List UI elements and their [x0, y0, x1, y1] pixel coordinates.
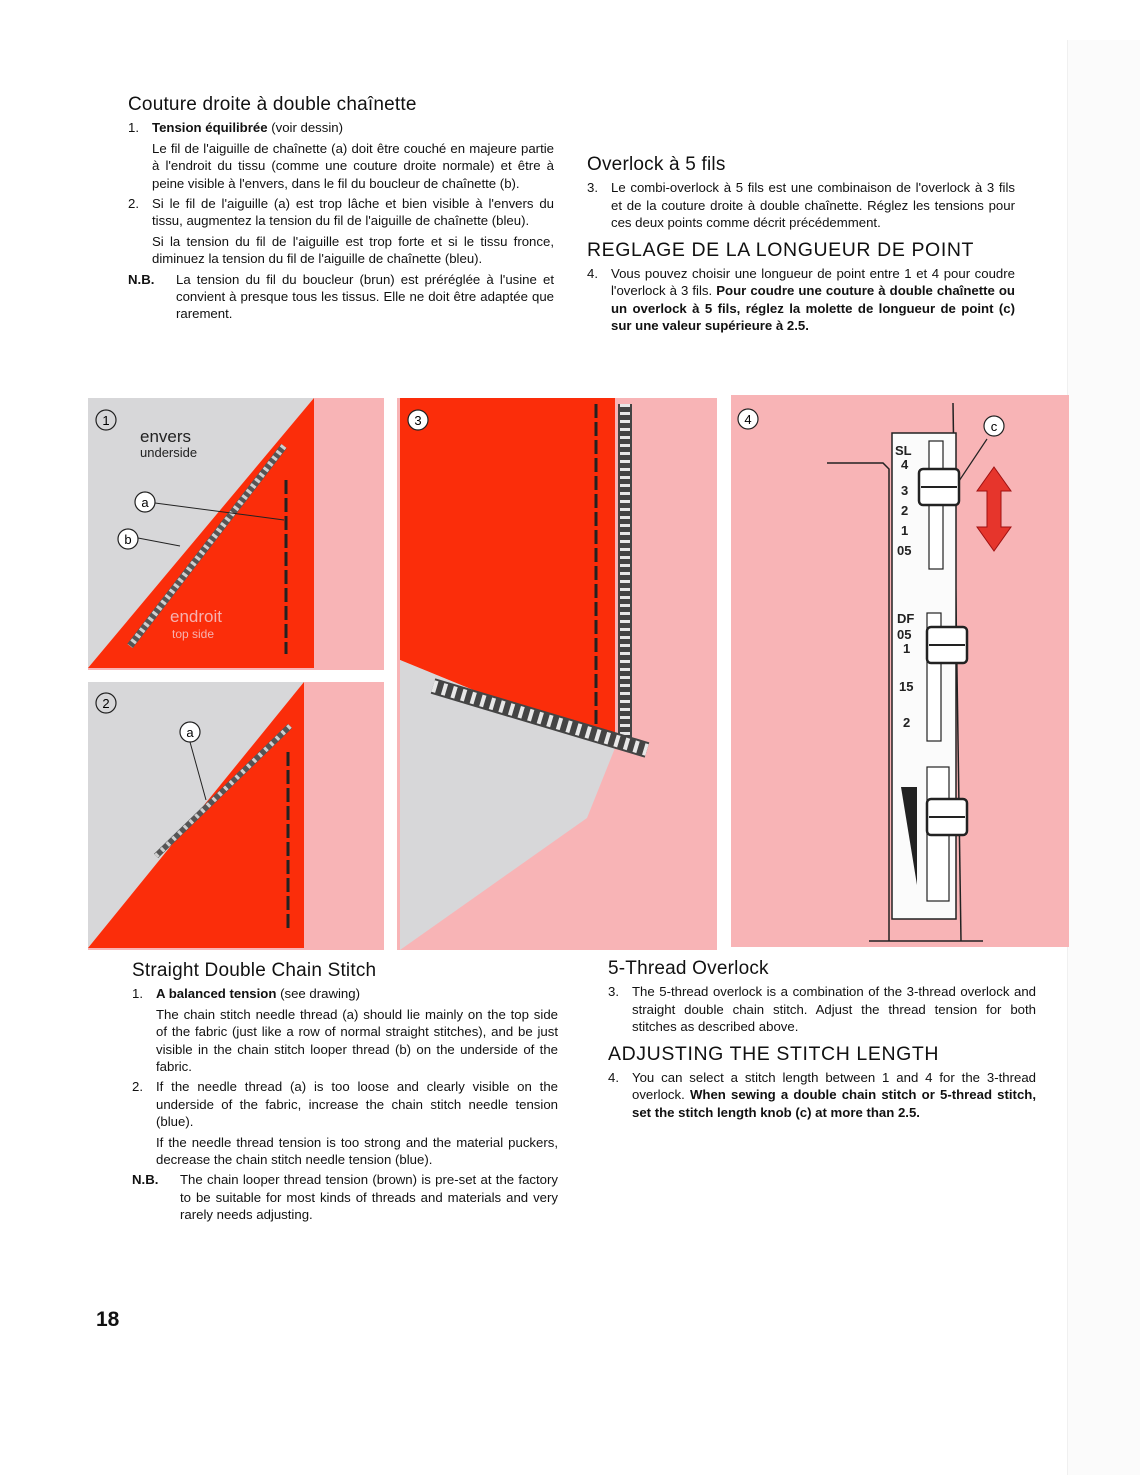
top-side-label: top side [172, 627, 215, 641]
fig-2-number: 2 [102, 696, 110, 711]
dial-label-05: 05 [897, 543, 912, 558]
dial-label-sl: SL [895, 443, 912, 458]
fig-4-number: 4 [744, 412, 752, 427]
fr-item-2 [128, 195, 554, 230]
en-item-4-text: You can select a stitch length between 1 and 4 for the 3-thread overlock. [632, 1070, 1036, 1103]
page-number: 18 [96, 1308, 120, 1331]
fr-item-4-text: Vous pouvez choisir une longueur de point entre 1 et 4 pour coudre l'overlock à 3 fils. [611, 266, 1015, 299]
en-right-column [608, 960, 1036, 1124]
label-a-text: a [141, 495, 149, 510]
en-heading-stitch-length: ADJUSTING THE STITCH LENGTH [608, 1042, 940, 1065]
en-item-1 [132, 985, 558, 1002]
fr-nb-label: N.B. [128, 271, 155, 287]
en-nb-label: N.B. [132, 1172, 159, 1188]
fr-heading-overlock: Overlock à 5 fils [587, 154, 726, 175]
label-b-text: b [124, 532, 132, 547]
en-item-2-number: 2. [132, 1079, 143, 1095]
dial-label-df-1: 1 [903, 641, 911, 656]
fig-3-number: 3 [414, 413, 422, 428]
dial-label-df: DF [897, 611, 915, 626]
fr-item-1-text: Le fil de l'aiguille de chaînette (a) doit être couché en majeure partie à l'endroit du tissu (comme une couture droite normale) et être à peine visible à l'envers, dans le fil du boucleur de chaînette (b). [152, 140, 554, 191]
en-item-1-text: The chain stitch needle thread (a) should lie mainly on the top side of the fabric (just like a row of normal straight stitches), and be just visible in the chain stitch looper thread (b) on the underside of the fabric. [156, 1006, 558, 1075]
en-item-2-text: If the needle thread (a) is too loose and clearly visible on the underside of the fabric, increase the chain stitch needle tension (blue). [156, 1079, 558, 1130]
en-heading-overlock: 5-Thread Overlock [608, 958, 769, 979]
fr-heading-straight-chain: Couture droite à double chaînette [128, 94, 417, 115]
fr-nb-text: La tension du fil du boucleur (brun) est préréglée à l'usine et convient à presque tous les tissus. Elle ne doit être adaptée que rarement. [176, 271, 554, 322]
en-item-4-bold: When sewing a double chain stitch or 5-thread stitch, set the stitch length knob (c) at more than 2.5. [632, 1087, 1037, 1120]
page-edge-shadow [1068, 40, 1140, 1475]
en-item-3-number: 3. [608, 984, 619, 1000]
fr-nb [128, 271, 554, 323]
label-c-text: c [990, 419, 998, 434]
fr-item-1-number: 1. [128, 120, 139, 136]
en-item-1-number: 1. [132, 986, 143, 1002]
dial-label-2: 2 [901, 503, 909, 518]
label-a-text: a [186, 725, 194, 740]
figure-1-balanced-tension [88, 398, 384, 670]
fr-item-1-bold: Tension équilibrée [152, 120, 268, 136]
en-left-column [132, 962, 558, 1227]
en-item-4-number: 4. [608, 1070, 619, 1086]
dial-label-3: 3 [901, 483, 909, 498]
fr-item-2-sub: Si la tension du fil de l'aiguille est trop forte et si le tissu fronce, diminuez la tension du fil de l'aiguille de chaînette (bleu). [152, 233, 554, 267]
en-nb [132, 1171, 558, 1223]
en-item-3-text: The 5-thread overlock is a combination of the 3-thread overlock and straight double chain stitch. Adjust the thread tension for both stitches as described above. [632, 984, 1036, 1035]
en-item-1-rest: (see drawing) [276, 986, 360, 1002]
fr-right-column [587, 156, 1015, 338]
dial-label-4: 4 [901, 457, 909, 472]
envers-label: envers [140, 427, 192, 446]
figure-2-loose-tension [88, 682, 384, 950]
dial-label-15: 15 [899, 679, 914, 694]
underside-label: underside [140, 445, 198, 460]
dial-label-df-05: 05 [897, 627, 912, 642]
fr-item-3-number: 3. [587, 180, 598, 196]
en-item-4 [608, 1069, 1036, 1121]
dial-label-df-2: 2 [903, 715, 911, 730]
fig-1-number: 1 [102, 413, 110, 428]
figure-3-five-thread-overlock [397, 398, 717, 950]
fr-item-4-bold: Pour coudre une couture à double chaînette ou un overlock à 5 fils, réglez la molette de longueur de point (c) sur une valeur supérieure à 2.5. [611, 283, 1015, 334]
endroit-label: endroit [170, 607, 222, 626]
figure-4-stitch-length-knob [731, 395, 1069, 947]
fr-item-2-text: Si le fil de l'aiguille (a) est trop lâche et bien visible à l'envers du tissu, augmentez la tension du fil de l'aiguille de chaînette (bleu). [152, 196, 554, 229]
fr-item-2-number: 2. [128, 196, 139, 212]
fr-item-3-text: Le combi-overlock à 5 fils est une combinaison de l'overlock à 3 fils et de la couture droite à double chaînette. Réglez les tensions pour ces deux points comme décrit précédemment. [611, 180, 1015, 231]
en-item-1-bold: A balanced tension [156, 986, 277, 1002]
en-item-2-sub: If the needle thread tension is too strong and the material puckers, decrease the chain stitch needle tension (blue). [156, 1134, 558, 1168]
dial-label-1: 1 [901, 523, 909, 538]
fr-heading-stitch-length: REGLAGE DE LA LONGUEUR DE POINT [587, 238, 975, 261]
fr-item-4 [587, 265, 1015, 335]
en-heading-straight-chain: Straight Double Chain Stitch [132, 960, 377, 981]
fr-item-1 [128, 119, 554, 136]
en-nb-text: The chain looper thread tension (brown) is pre-set at the factory to be suitable for most kinds of threads and materials and very rarely needs adjusting. [180, 1172, 558, 1223]
en-item-3 [608, 983, 1036, 1035]
fr-item-4-number: 4. [587, 266, 598, 282]
fr-item-1-rest: (voir dessin) [267, 120, 344, 136]
fr-left-column [128, 96, 554, 326]
en-item-2 [132, 1078, 558, 1130]
fr-item-3 [587, 179, 1015, 231]
